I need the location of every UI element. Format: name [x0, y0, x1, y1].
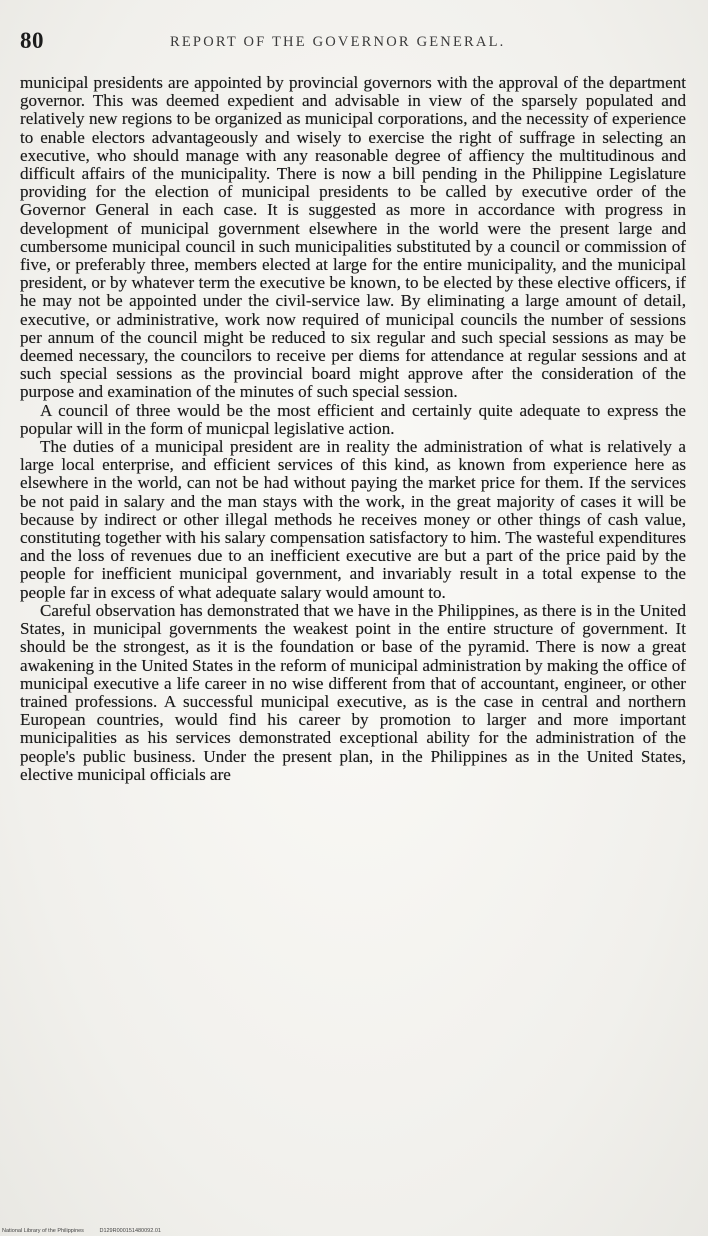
paragraph-1: municipal presidents are appointed by provincial governors with the approval of the department governor. This was deemed expedient and advisable in view of the sparsely populated and relatively new regions to be organized as municipal corporations, and the necessity of experience to enable electors advantageously and wisely to exercise the right of suffrage in selecting an executive, who should manage with any reasonable degree of affiency the multitudinous and difficult affairs of the municipality. There is now a bill pending in the Philippine Legislature providing for the election of municipal presidents to be called by executive order of the Governor General in each case. It is suggested as more in accordance with progress in development of municipal government elsewhere in the world were the present large and cumbersome municipal council in such municipalities substituted by a council or commission of five, or preferably three, members elected at large for the entire municipality, and the municipal president, or by whatever term the executive be known, to be elected by these elective officers, if he may not be appointed under the civil-service law. By eliminating a large amount of detail, executive, or administrative, work now required of municipal councils the number of sessions per annum of the council might be reduced to six regular and such special sessions as may be deemed necessary, the councilors to receive per diems for attendance at regular sessions and at such special sessions as the provincial board might approve after the consideration of the purpose and examination of the minutes of such special session.: [20, 73, 686, 402]
paragraph-2: A council of three would be the most efficient and certainly quite adequate to express the popular will in the form of municpal legislative action.: [20, 400, 686, 438]
page-header: [20, 28, 692, 58]
body-text: [20, 74, 686, 784]
paragraph-3: The duties of a municipal president are in reality the administration of what is relatively a large local enterprise, and efficient services of this kind, as known from experience here as elsewhere in the world, can not be had without paying the market price for them. If the services be not paid in salary and the man stays with the work, in the great majority of cases it will be because by indirect or other illegal methods he receives money or other things of cash value, constituting together with his salary compensation satisfactory to him. The wasteful expenditures and the loss of revenues due to an inefficient executive are but a part of the price paid by the people for inefficient municipal government, and invariably result in a total expense to the people far in excess of what adequate salary would amount to.: [20, 437, 686, 602]
running-head: REPORT OF THE GOVERNOR GENERAL.: [170, 34, 506, 50]
paragraph-4: Careful observation has demonstrated that we have in the Philippines, as there is in the United States, in municipal governments the weakest point in the entire structure of government. It should be the strongest, as it is the foundation or base of the pyramid. There is now a great awakening in the United States in the reform of municipal administration by making the office of municipal executive a life career in no wise different from that of accountant, engineer, or other trained professions. A successful municipal executive, as is the case in central and northern European countries, would find his career by promotion to larger and more important municipalities as his services demonstrated exceptional ability for the administration of the people's public business. Under the present plan, in the Philippines as in the United States, elective municipal officials are: [20, 600, 686, 784]
footer-code: D129R000151480092.01: [99, 1228, 161, 1234]
footer-library: National Library of the Philippines: [2, 1228, 84, 1234]
page-number: 80: [20, 28, 44, 53]
scan-footer: [2, 1228, 175, 1234]
